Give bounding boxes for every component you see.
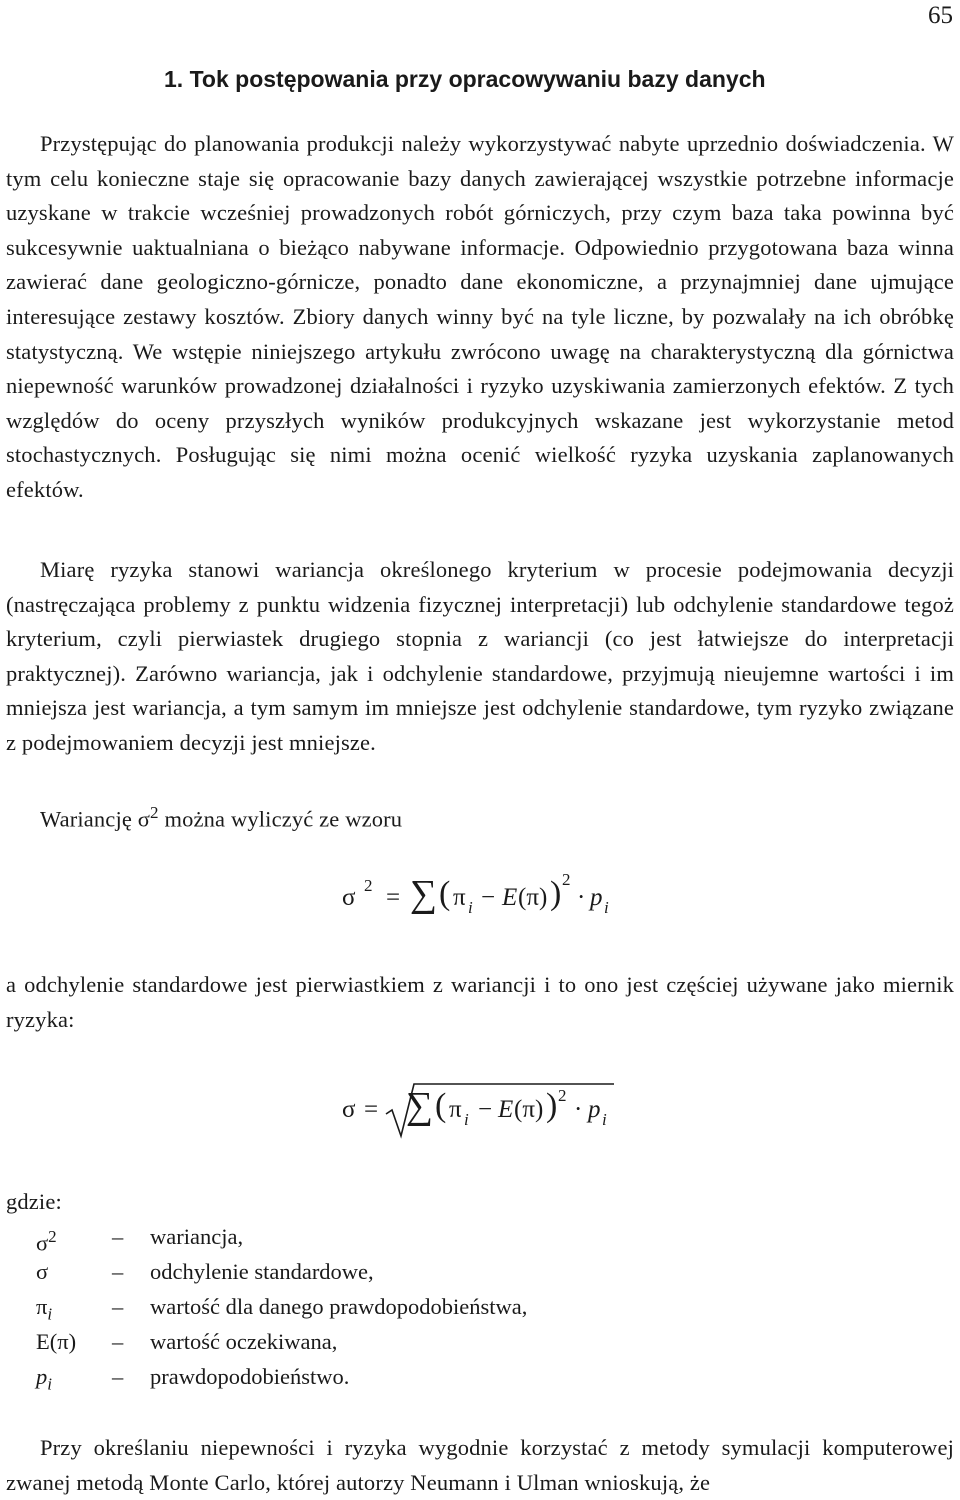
legend-row-variance (0, 1220, 900, 1254)
formula-variance-p: p (590, 884, 603, 911)
legend-symbol-sup: 2 (48, 1227, 57, 1246)
legend-row-probability (0, 1360, 900, 1394)
legend-symbol-main: π (36, 1294, 48, 1319)
legend-description: wartość dla danego prawdopodobieństwa, (150, 1294, 528, 1319)
legend-symbol (36, 1360, 52, 1402)
legend-row-std-dev (0, 1255, 900, 1289)
legend-dash: – (112, 1259, 124, 1284)
formula-std-p-sub: i (602, 1110, 607, 1129)
formula-std-lhs: σ (342, 1096, 356, 1123)
formula-variance-inner: (π) (518, 884, 548, 911)
formula-std-sum-symbol: ∑ (406, 1085, 434, 1127)
paragraph-std-dev-lead: a odchylenie standardowe jest pierwiastkiem z wariancji i to ono jest częściej używane jako miernik ryzyka: (6, 972, 954, 1032)
formula-std-open-paren: ( (435, 1087, 447, 1124)
formula-variance-expected: E (502, 884, 518, 911)
page-number: 65 (928, 2, 953, 29)
formula-std-power: 2 (558, 1086, 567, 1105)
legend-description: prawdopodobieństwo. (150, 1364, 350, 1389)
formula-std-minus: − (478, 1096, 493, 1123)
legend-heading: gdzie: (6, 1189, 62, 1214)
legend-description: wariancja, (150, 1224, 244, 1249)
formula-variance-sum-symbol: ∑ (410, 873, 438, 915)
formula-variance-lhs: σ (342, 884, 356, 911)
paragraph-variance-lead (6, 796, 954, 837)
legend-description: wartość oczekiwana, (150, 1329, 338, 1354)
formula-std-p: p (588, 1096, 601, 1123)
formula-std-equals: = (364, 1096, 379, 1123)
legend-row-pi (0, 1290, 900, 1324)
formula-std-pi-sub: i (464, 1110, 469, 1129)
formula-variance-close-paren: ) (550, 875, 562, 912)
legend-symbol-main: E(π) (36, 1329, 77, 1354)
legend-dash: – (112, 1294, 124, 1319)
formula-variance-equals: = (386, 884, 401, 911)
variance-lead-prefix: Wariancję σ (40, 806, 151, 832)
formula-std-dot: · (574, 1096, 583, 1123)
legend-symbol (36, 1325, 76, 1359)
paragraph-risk-measure: Miarę ryzyka stanowi wariancja określonego kryterium w procesie podejmowania decyzji (nastręczająca problemy z punktu widzenia fizycznej interpretacji) lub odchylenie standardowe tegoż kryterium, czyli pierwiastek drugiego stopnia z wariancji (co jest łatwiejsze do interpretacji praktycznej). Zarówno wariancja, jak i odchylenie standardowe, przyjmują nieujemne wartości i im mniejsza jest wariancja, a tym samym im mniejsze jest odchylenie standardowe, tym ryzyko związane z podejmowaniem decyzji jest mniejsze. (6, 557, 954, 755)
variance-lead-superscript: 2 (150, 803, 159, 822)
formula-std-pi: π (449, 1096, 462, 1123)
legend-dash: – (112, 1329, 124, 1354)
formula-variance-minus: − (481, 884, 496, 911)
legend-dash: – (112, 1224, 124, 1249)
section-title: 1. Tok postępowania przy opracowywaniu bazy danych (164, 66, 766, 92)
paragraph-monte-carlo: Przy określaniu niepewności i ryzyka wygodnie korzystać z metody symulacji komputerowej zwanej metodą Monte Carlo, której autorzy Neumann i Ulman wnioskują, że (6, 1435, 954, 1495)
legend-symbol-main: σ (36, 1230, 49, 1256)
formula-variance-p-sub: i (604, 898, 609, 917)
formula-std-close-paren: ) (546, 1087, 558, 1124)
symbol-legend (0, 1218, 960, 1408)
formula-variance-dot: · (577, 884, 586, 911)
legend-description: odchylenie standardowe, (150, 1259, 374, 1284)
formula-variance-lhs-sup: 2 (364, 876, 373, 895)
formula-variance-pi-sub: i (468, 898, 473, 917)
legend-dash: – (112, 1364, 124, 1389)
legend-symbol-sub: i (47, 1374, 52, 1394)
legend-symbol-sub: i (47, 1304, 53, 1324)
legend-symbol-main: p (36, 1364, 48, 1389)
legend-symbol (36, 1255, 48, 1289)
formula-variance-open-paren: ( (439, 875, 451, 912)
legend-row-expected-value (0, 1325, 900, 1359)
formula-std-inner: (π) (514, 1096, 544, 1123)
formula-std-expected: E (498, 1096, 514, 1123)
variance-lead-suffix: można wyliczyć ze wzoru (158, 806, 403, 832)
formula-variance-pi: π (453, 884, 466, 911)
legend-symbol-main: σ (36, 1259, 49, 1284)
paragraph-database-intro: Przystępując do planowania produkcji należy wykorzystywać nabyte uprzednio doświadczenia. W tym celu konieczne staje się opracowanie bazy danych zawierającej wszystkie potrzebne informacje uzyskane w trakcie wcześniej prowadzonych robót górniczych, przy czym baza taka powinna być sukcesywnie uaktualniana o bieżąco nabywane informacje. Odpowiednio przygotowana baza winna zawierać dane geologiczno-górnicze, ponadto dane ekonomiczne, a przynajmniej dane ujmujące interesujące zestawy kosztów. Zbiory danych winny być na tyle liczne, by pozwalały na ich obróbkę statystyczną. We wstępie niniejszego artykułu zwrócono uwagę na charakterystyczną dla górnictwa niepewność warunków prowadzonej działalności i ryzyko uzyskiwania zamierzonych efektów. Z tych względów do oceny przyszłych wyników produkcyjnych wskazane jest wykorzystanie metod stochastycznych. Posługując się nimi można ocenić wielkość ryzyka uzyskania zaplanowanych efektów. (6, 131, 954, 502)
formula-variance-power: 2 (562, 870, 571, 889)
